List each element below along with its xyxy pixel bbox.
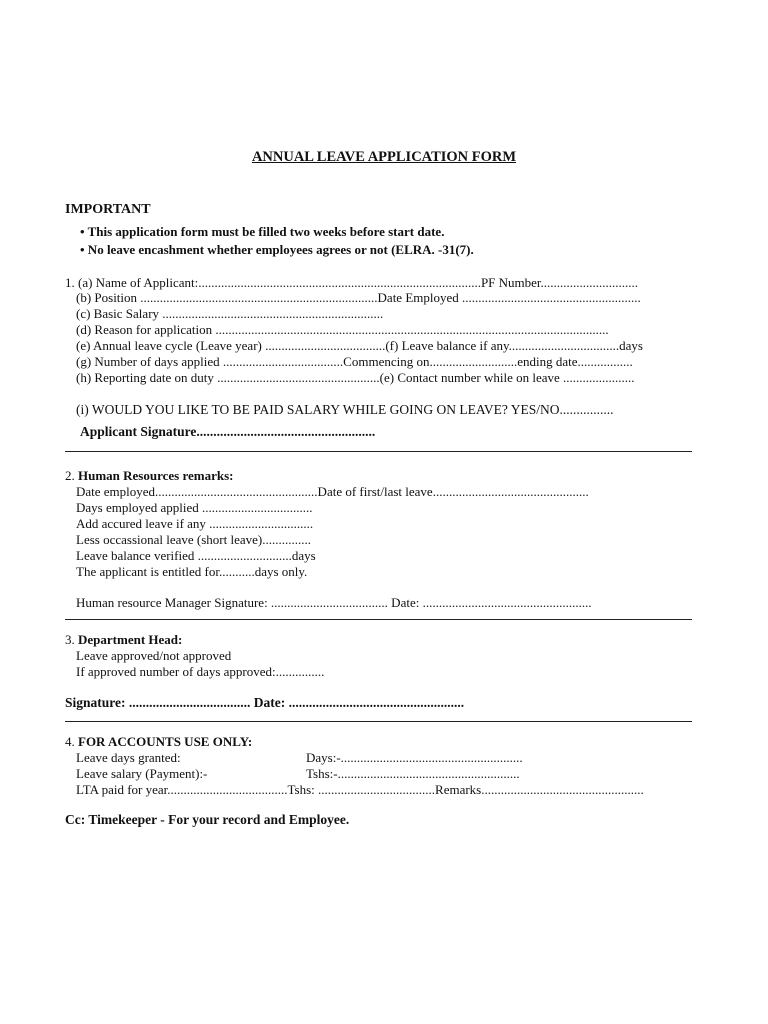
reporting-date-line: (h) Reporting date on duty ..................................................(e) Contact number while on leave ...................... [76, 370, 635, 385]
important-bullet: • This application form must be filled two weeks before start date. [80, 224, 445, 239]
hr-line: Add accured leave if any ................................ [76, 516, 314, 531]
section-heading: Human Resources remarks: [78, 468, 234, 483]
accounts-title [65, 734, 252, 750]
section-number: 4. [65, 734, 78, 749]
section-number: 3. [65, 632, 78, 647]
hr-line: Days employed applied .................................. [76, 500, 313, 515]
department-head-signature: Signature: .................................... Date: .................................................... [65, 695, 465, 710]
basic-salary-line: (c) Basic Salary .................................................................... [76, 306, 384, 321]
position-line: (b) Position .........................................................................Date Employed ....................................................... [76, 290, 641, 305]
accounts-row-label: Leave salary (Payment):- [76, 766, 208, 781]
accounts-row-label: Leave days granted: [76, 750, 181, 765]
applicant-signature: Applicant Signature..................................................... [80, 424, 376, 439]
hr-line: Leave balance verified .............................days [76, 548, 316, 563]
important-heading: IMPORTANT [65, 202, 151, 217]
section-number: 2. [65, 468, 78, 483]
section-heading: FOR ACCOUNTS USE ONLY: [78, 734, 253, 749]
days-applied-line: (g) Number of days applied .....................................Commencing on...........................ending date................. [76, 354, 633, 369]
reason-line: (d) Reason for application ......................................................................................................................... [76, 322, 609, 337]
divider [65, 721, 692, 722]
cc-line: Cc: Timekeeper - For your record and Employee. [65, 812, 350, 827]
accounts-row-label: LTA paid for year.....................................Tshs: ....................................Remarks.................................................. [76, 782, 644, 797]
leave-cycle-line: (e) Annual leave cycle (Leave year) .....................................(f) Leave balance if any..................................days [76, 338, 643, 353]
applicant-name-line: 1. (a) Name of Applicant:.......................................................................................PF Number.............................. [65, 275, 639, 290]
divider [65, 451, 692, 452]
department-head-title [65, 632, 182, 648]
divider [65, 619, 692, 620]
form-title: ANNUAL LEAVE APPLICATION FORM [251, 149, 517, 165]
accounts-row-value: Tshs:-........................................................ [306, 766, 520, 781]
approval-days-line: If approved number of days approved:............... [76, 664, 325, 679]
section-heading: Department Head: [78, 632, 183, 647]
salary-question: (i) WOULD YOU LIKE TO BE PAID SALARY WHILE GOING ON LEAVE? YES/NO................ [76, 402, 614, 417]
accounts-row-value: Days:-........................................................ [306, 750, 523, 765]
approval-line: Leave approved/not approved [76, 648, 232, 663]
hr-line: The applicant is entitled for...........days only. [76, 564, 308, 579]
hr-line: Date employed..................................................Date of first/last leave................................................ [76, 484, 589, 499]
hr-line: Less occassional leave (short leave)............... [76, 532, 312, 547]
hr-manager-signature: Human resource Manager Signature: .................................... Date: .................................................... [76, 595, 592, 610]
important-bullet: • No leave encashment whether employees agrees or not (ELRA. -31(7). [80, 242, 474, 257]
hr-remarks-title [65, 468, 234, 484]
